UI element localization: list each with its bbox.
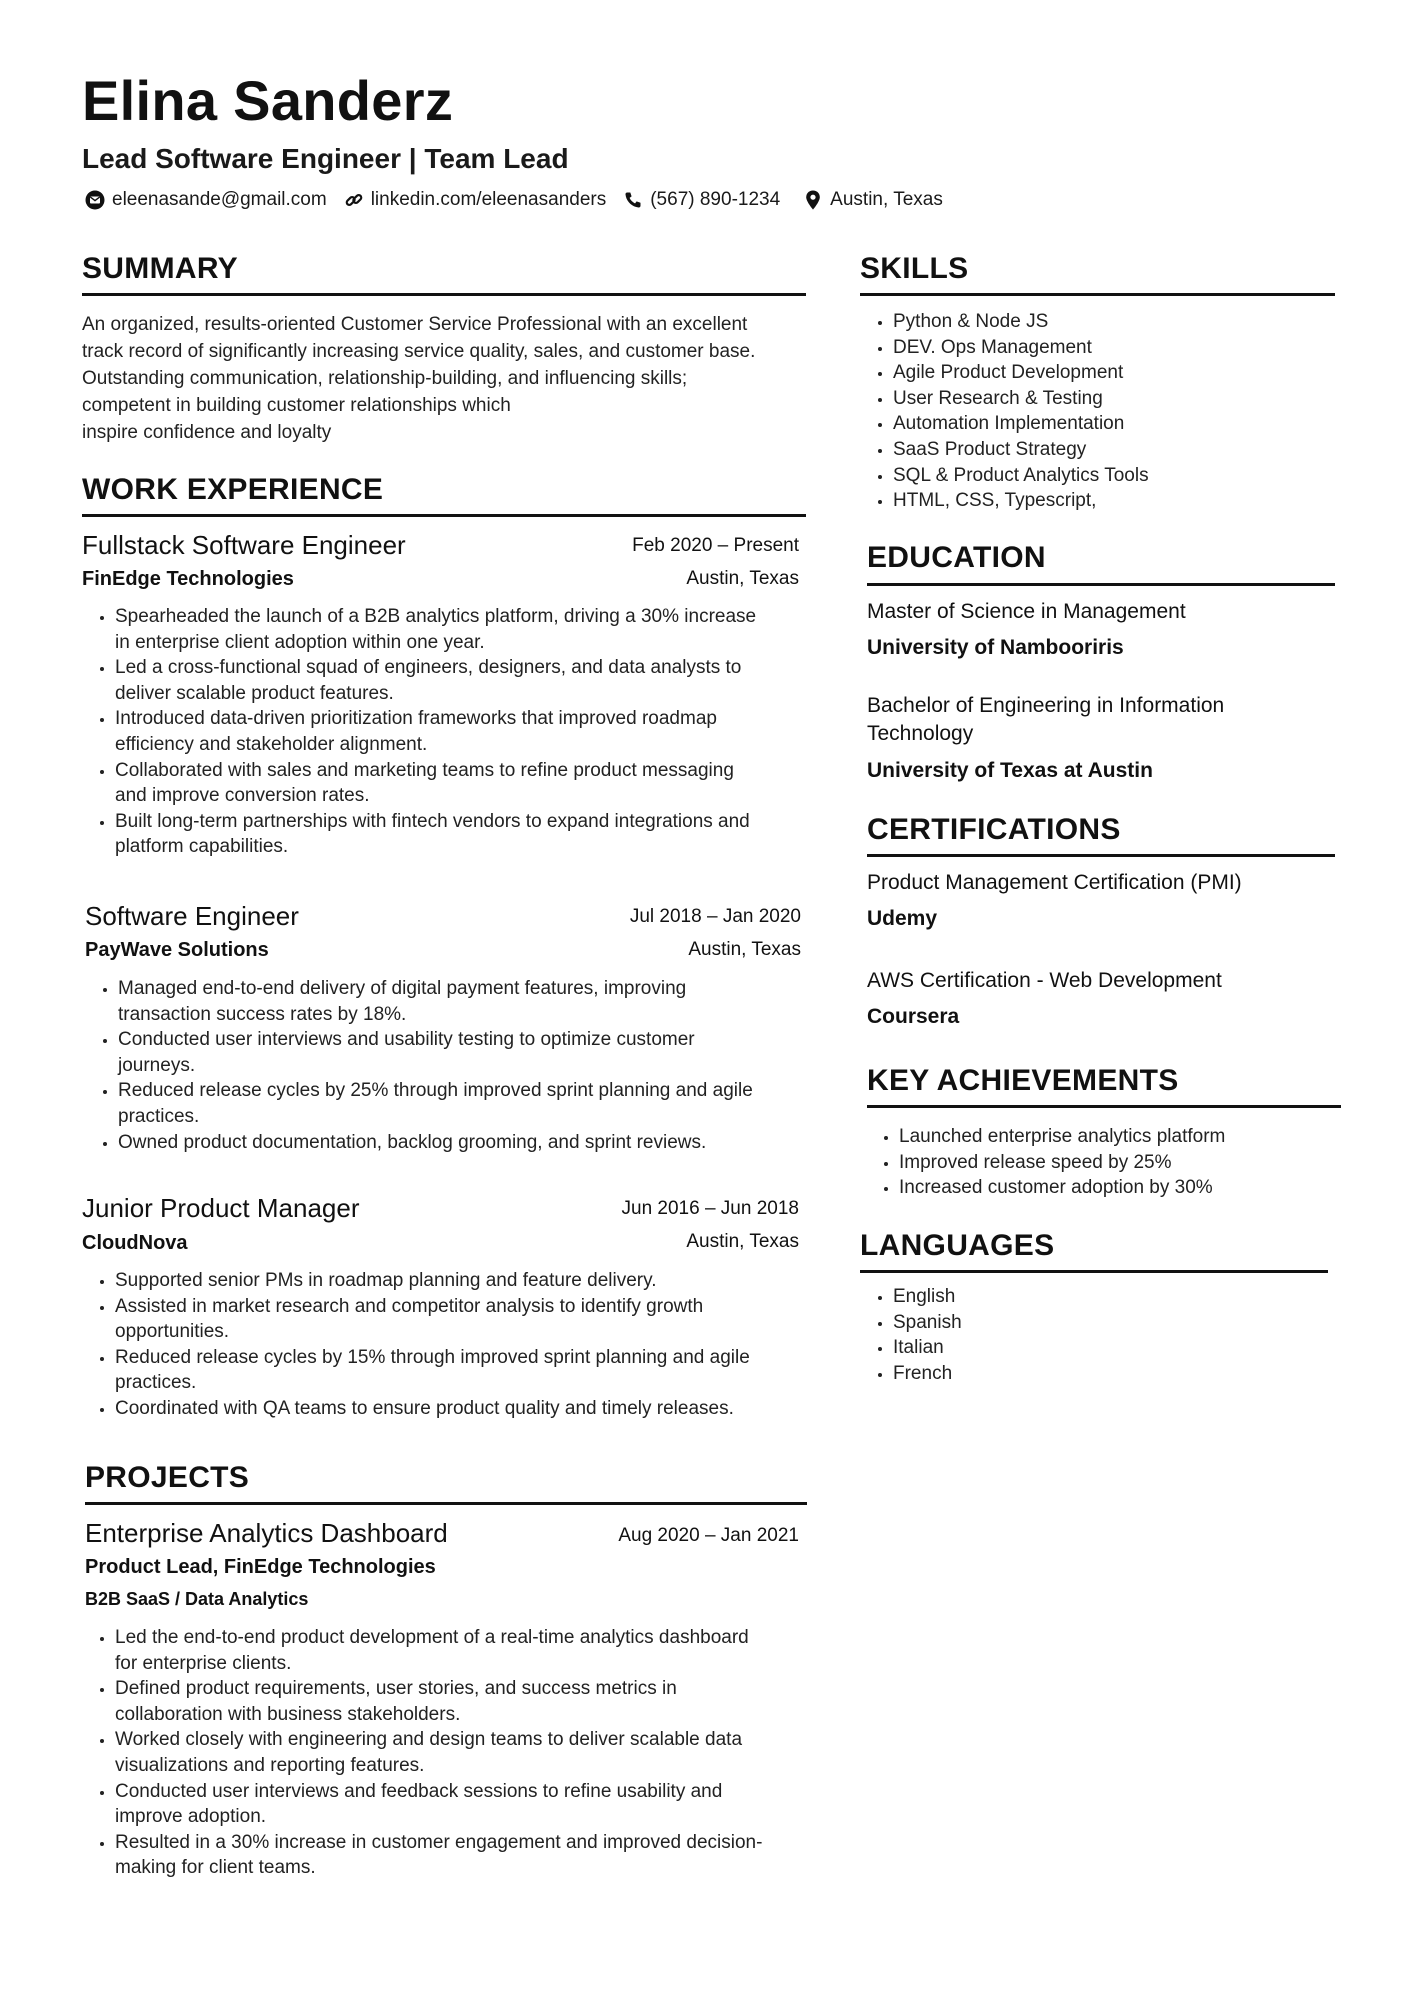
languages-divider [860, 1270, 1328, 1273]
projects-heading: PROJECTS [85, 1461, 250, 1494]
languages-heading: LANGUAGES [860, 1229, 1055, 1262]
education-heading: EDUCATION [867, 541, 1046, 574]
languages-list [860, 1284, 1353, 1386]
language-item: • English [893, 1284, 1353, 1310]
contact-phone[interactable] [622, 189, 780, 211]
job-bullet: • Assisted in market research and competitor analysis to identify growth opportunities. [115, 1294, 815, 1345]
job-bullet: • Owned product documentation, backlog grooming, and sprint reviews. [118, 1130, 818, 1156]
contact-location [802, 189, 943, 211]
education-degree: Master of Science in Management [867, 600, 1186, 623]
certification-name: Product Management Certification (PMI) [867, 871, 1242, 894]
project-tagline: B2B SaaS / Data Analytics [85, 1589, 309, 1609]
certification-issuer: Udemy [867, 907, 938, 930]
education-school: University of Nambooriris [867, 636, 1124, 659]
language-item: • Italian [893, 1335, 1353, 1361]
education-degree: Bachelor of Engineering in Information [867, 694, 1225, 717]
education-degree: Technology [867, 722, 974, 745]
contact-linkedin[interactable] [343, 189, 607, 211]
job-bullets [85, 976, 818, 1155]
achievements-heading: KEY ACHIEVEMENTS [867, 1064, 1179, 1097]
summary-line: An organized, results-oriented Customer Service Professional with an excellent [82, 314, 748, 335]
achievement-item: • Launched enterprise analytics platform [899, 1124, 1359, 1150]
work-experience-heading: WORK EXPERIENCE [82, 473, 384, 506]
project-bullet: • Conducted user interviews and feedback sessions to refine usability and improve adoption. [115, 1779, 815, 1830]
job-company: FinEdge Technologies [82, 568, 294, 590]
job-bullet: • Reduced release cycles by 15% through improved sprint planning and agile practices. [115, 1345, 815, 1396]
project-bullet: • Led the end-to-end product development of a real-time analytics dashboard for enterprise clients. [115, 1625, 815, 1676]
project-bullets [82, 1625, 815, 1881]
job-bullets [82, 604, 815, 860]
certification-name: AWS Certification - Web Development [867, 969, 1222, 992]
skill-item: • HTML, CSS, Typescript, [893, 488, 1353, 514]
skill-item: • Agile Product Development [893, 360, 1353, 386]
job-date: Jul 2018 – Jan 2020 [629, 906, 801, 927]
summary-line: track record of significantly increasing service quality, sales, and customer base. [82, 341, 756, 362]
summary-divider [82, 293, 806, 296]
job-location: Austin, Texas [686, 568, 799, 589]
job-date: Jun 2016 – Jun 2018 [621, 1198, 799, 1219]
achievements-divider [867, 1105, 1341, 1108]
phone-icon [622, 189, 644, 211]
contact-linkedin-text: linkedin.com/eleenasanders [370, 189, 607, 210]
job-location: Austin, Texas [686, 1231, 799, 1252]
email-icon [84, 189, 106, 211]
project-bullet: • Worked closely with engineering and design teams to deliver scalable data visualizations and reporting features. [115, 1727, 815, 1778]
summary-line: inspire confidence and loyalty [82, 422, 332, 443]
job-title: Software Engineer [85, 901, 299, 931]
job-bullet: • Spearheaded the launch of a B2B analytics platform, driving a 30% increase in enterprise client adoption within one year. [115, 604, 815, 655]
job-bullets [82, 1268, 815, 1422]
skill-item: • Automation Implementation [893, 411, 1353, 437]
skill-item: • Python & Node JS [893, 309, 1353, 335]
project-title: Enterprise Analytics Dashboard [85, 1518, 448, 1548]
job-bullet: • Coordinated with QA teams to ensure product quality and timely releases. [115, 1396, 815, 1422]
job-bullet: • Built long-term partnerships with fintech vendors to expand integrations and platform capabilities. [115, 809, 815, 860]
achievement-item: • Improved release speed by 25% [899, 1150, 1359, 1176]
summary-line: Outstanding communication, relationship-building, and influencing skills; [82, 368, 688, 389]
projects-divider [85, 1502, 807, 1505]
project-role: Product Lead, FinEdge Technologies [85, 1556, 436, 1578]
job-bullet: • Conducted user interviews and usability testing to optimize customer journeys. [118, 1027, 818, 1078]
job-company: CloudNova [82, 1232, 188, 1254]
project-date: Aug 2020 – Jan 2021 [618, 1525, 799, 1546]
job-company: PayWave Solutions [85, 939, 269, 961]
skills-heading: SKILLS [860, 252, 969, 285]
summary-line: competent in building customer relationships which [82, 395, 511, 416]
project-bullet: • Defined product requirements, user stories, and success metrics in collaboration with business stakeholders. [115, 1676, 815, 1727]
skills-list [860, 309, 1353, 514]
contact-row [84, 186, 959, 214]
skill-item: • User Research & Testing [893, 386, 1353, 412]
work-experience-divider [82, 514, 806, 517]
summary-heading: SUMMARY [82, 252, 238, 285]
skill-item: • SaaS Product Strategy [893, 437, 1353, 463]
location-pin-icon [802, 189, 824, 211]
language-item: • French [893, 1361, 1353, 1387]
job-bullet: • Introduced data-driven prioritization frameworks that improved roadmap efficiency and stakeholder alignment. [115, 706, 815, 757]
job-bullet: • Supported senior PMs in roadmap planning and feature delivery. [115, 1268, 815, 1294]
job-location: Austin, Texas [688, 939, 801, 960]
contact-email[interactable] [84, 189, 327, 211]
contact-location-text: Austin, Texas [830, 189, 943, 210]
contact-phone-text: (567) 890-1234 [650, 189, 781, 210]
certifications-heading: CERTIFICATIONS [867, 813, 1121, 846]
skills-divider [860, 293, 1335, 296]
job-date: Feb 2020 – Present [632, 535, 799, 556]
skill-item: • DEV. Ops Management [893, 335, 1353, 361]
job-bullet: • Managed end-to-end delivery of digital payment features, improving transaction success rates by 18%. [118, 976, 818, 1027]
achievement-item: • Increased customer adoption by 30% [899, 1175, 1359, 1201]
certifications-divider [867, 854, 1335, 857]
link-icon [343, 189, 365, 211]
education-divider [867, 583, 1335, 586]
job-bullet: • Led a cross-functional squad of engineers, designers, and data analysts to deliver scalable product features. [115, 655, 815, 706]
language-item: • Spanish [893, 1310, 1353, 1336]
skill-item: • SQL & Product Analytics Tools [893, 463, 1353, 489]
job-bullet: • Collaborated with sales and marketing teams to refine product messaging and improve conversion rates. [115, 758, 815, 809]
achievements-list [866, 1124, 1359, 1201]
candidate-name: Elina Sanderz [82, 69, 454, 132]
education-school: University of Texas at Austin [867, 759, 1153, 782]
job-title: Fullstack Software Engineer [82, 530, 406, 560]
job-bullet: • Reduced release cycles by 25% through improved sprint planning and agile practices. [118, 1078, 818, 1129]
candidate-headline: Lead Software Engineer | Team Lead [82, 143, 569, 174]
contact-email-text: eleenasande@gmail.com [112, 189, 327, 210]
summary-text [82, 311, 806, 446]
certification-issuer: Coursera [867, 1005, 960, 1028]
job-title: Junior Product Manager [82, 1193, 360, 1223]
project-bullet: • Resulted in a 30% increase in customer engagement and improved decision- making for client teams. [115, 1830, 815, 1881]
